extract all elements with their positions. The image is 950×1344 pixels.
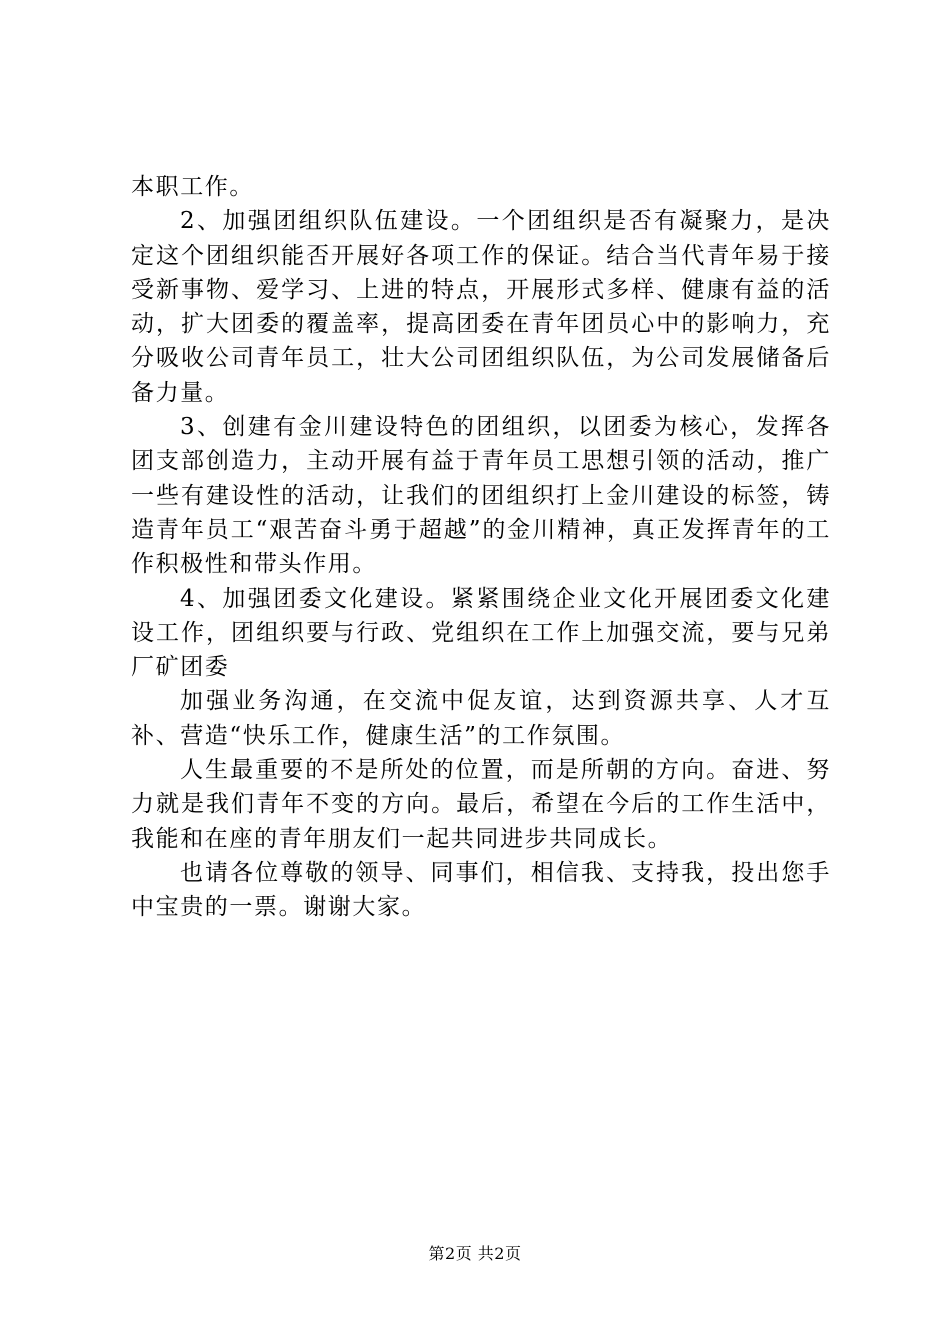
paragraph-closing: 也请各位尊敬的领导、同事们，相信我、支持我，投出您手中宝贵的一票。谢谢大家。 (131, 859, 831, 921)
paragraph-item-2: 2、加强团组织队伍建设。一个团组织是否有凝聚力，是决定这个团组织能否开展好各项工作的保证。结合当代青年易于接受新事物、爱学习、上进的特点，开展形式多样、健康有益的活动，扩大团委的覆盖率，提高团委在青年团员心中的影响力，充分吸收公司青年员工，壮大公司团组织队伍，为公司发展储备后备力量。 (131, 208, 831, 406)
paragraph-continuation: 本职工作。 (131, 174, 254, 200)
paragraph-item-3: 3、创建有金川建设特色的团组织，以团委为核心，发挥各团支部创造力，主动开展有益于青年员工思想引领的活动，推广一些有建设性的活动，让我们的团组织打上金川建设的标签，铸造青年员工“艰苦奋斗勇于超越”的金川精神，真正发挥青年的工作积极性和带头作用。 (131, 414, 831, 578)
page-footer (0, 1244, 950, 1264)
page-number: 第2页 共2页 (428, 1244, 522, 1263)
paragraph-communication: 加强业务沟通，在交流中促友谊，达到资源共享、人才互补、营造“快乐工作，健康生活”的工作氛围。 (131, 688, 831, 749)
paragraph-item-4: 4、加强团委文化建设。紧紧围绕企业文化开展团委文化建设工作，团组织要与行政、党组织在工作上加强交流，要与兄弟厂矿团委 (131, 585, 831, 681)
paragraph-direction: 人生最重要的不是所处的位置，而是所朝的方向。奋进、努力就是我们青年不变的方向。最后，希望在今后的工作生活中，我能和在座的青年朋友们一起共同进步共同成长。 (131, 757, 831, 852)
document-body (131, 170, 831, 925)
